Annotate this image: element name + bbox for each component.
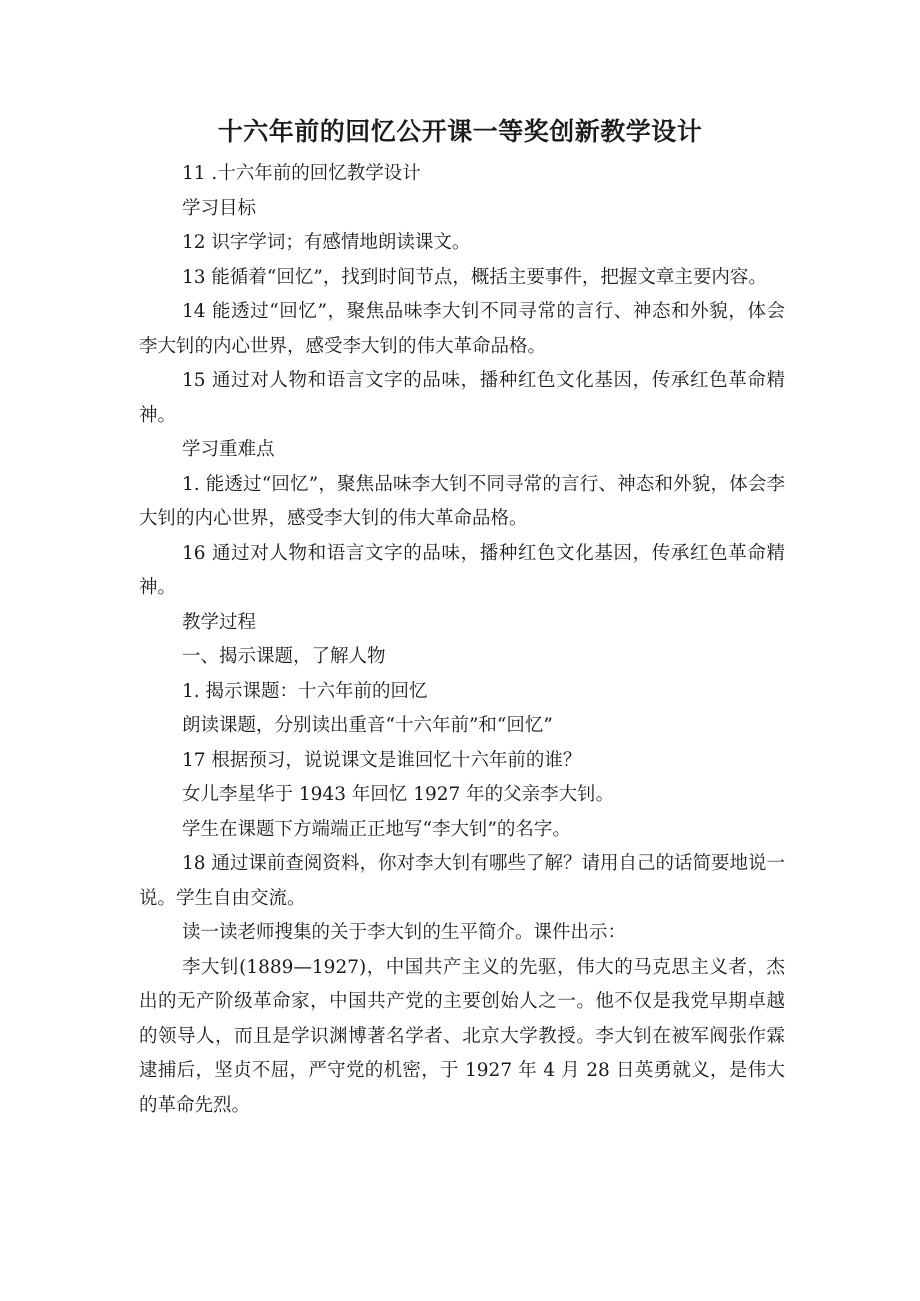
paragraph-goal-4: 15 通过对人物和语言文字的品味，播种红色文化基因，传承红色革命精神。 (139, 370, 785, 426)
paragraph-step-3-read: 读一读老师搜集的关于李大钊的生平简介。课件出示： (182, 922, 627, 943)
paragraph-step-3: 18 通过课前查阅资料，你对李大钊有哪些了解？请用自己的话简要地说一说。学生自由交流。 (139, 853, 785, 909)
paragraph-biography: 李大钊(1889—1927)，中国共产主义的先驱，伟大的马克思主义者，杰出的无产阶级革命家，中国共产党的主要创始人之一。他不仅是我党早期卓越的领导人，而且是学识渊博著名学者、北京大学教授。李大钊在被军阀张作霖逮捕后，坚贞不屈，严守党的机密，于 1927 年 4 月 28 日英勇就义，是伟大的革命先烈。 (139, 956, 785, 1116)
paragraph-step-1-read: 朗读课题，分别读出重音“十六年前”和“回忆” (182, 715, 553, 736)
paragraph-goal-3: 14 能透过“回忆”，聚焦品味李大钊不同寻常的言行、神态和外貌，体会李大钊的内心世界，感受李大钊的伟大革命品格。 (139, 301, 785, 357)
paragraph-learning-goals-heading: 学习目标 (182, 197, 257, 219)
paragraph-goal-1: 12 识字学词；有感情地朗读课文。 (182, 232, 471, 253)
document-title: 十六年前的回忆公开课一等奖创新教学设计 (217, 117, 703, 146)
paragraph-part-one-heading: 一、揭示课题，了解人物 (182, 646, 386, 667)
paragraph-step-2-answer: 女儿李星华于 1943 年回忆 1927 年的父亲李大钊。 (182, 784, 615, 805)
paragraph-step-1: 1. 揭示课题：十六年前的回忆 (182, 680, 428, 702)
paragraph-key-point-2: 16 通过对人物和语言文字的品味，播种红色文化基因，传承红色革命精神。 (139, 542, 785, 598)
paragraph-step-2: 17 根据预习，说说课文是谁回忆十六年前的谁？ (182, 749, 582, 771)
paragraph-key-point-1: 1. 能透过“回忆”，聚焦品味李大钊不同寻常的言行、神态和外貌，体会李大钊的内心世界，感受李大钊的伟大革命品格。 (139, 473, 785, 529)
paragraph-process-heading: 教学过程 (182, 611, 257, 633)
paragraph-section-heading: 11 .十六年前的回忆教学设计 (182, 163, 421, 184)
document-body (139, 157, 785, 1123)
paragraph-key-points-heading: 学习重难点 (182, 439, 275, 460)
paragraph-step-2-write: 学生在课题下方端端正正地写“李大钊”的名字。 (182, 818, 571, 840)
paragraph-goal-2: 13 能循着“回忆”，找到时间节点，概括主要事件，把握文章主要内容。 (182, 266, 767, 288)
